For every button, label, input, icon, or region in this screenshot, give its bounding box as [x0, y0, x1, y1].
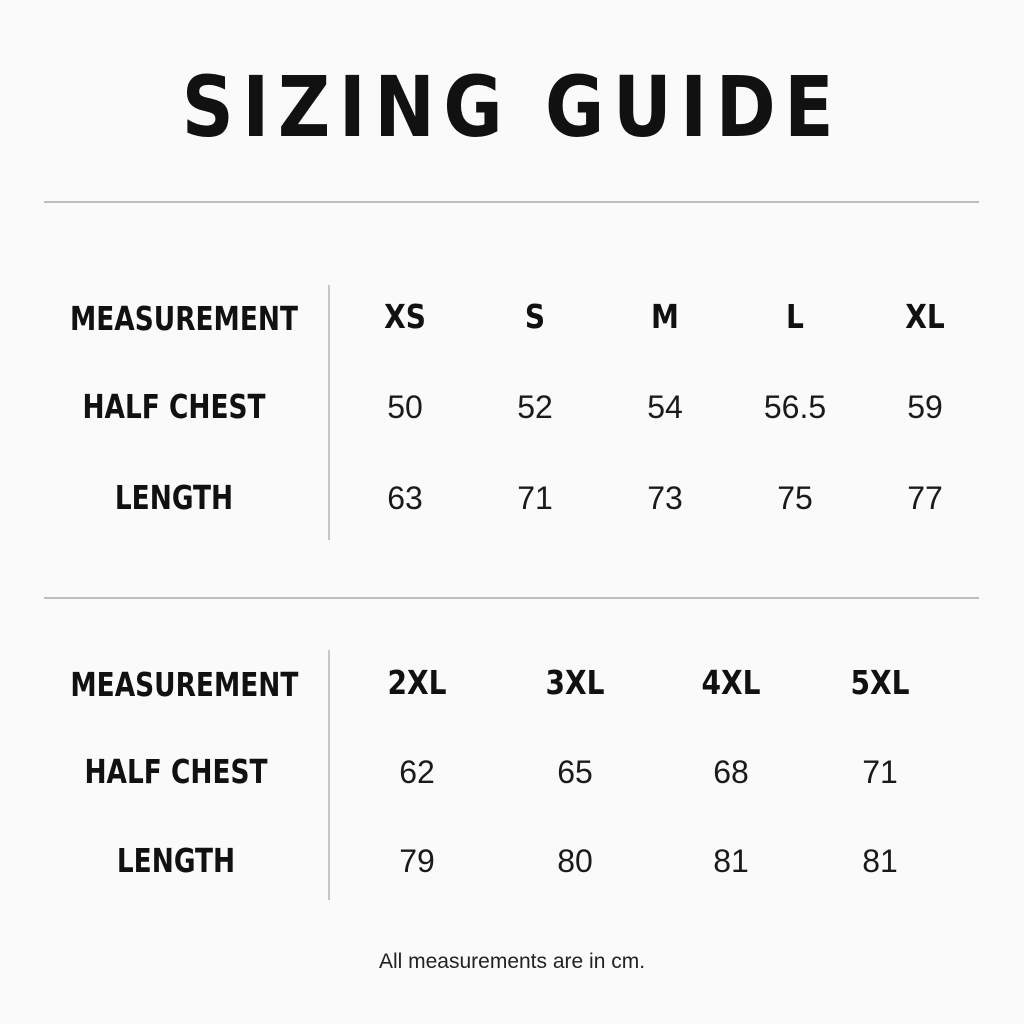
page-title: SIZING GUIDE: [181, 58, 843, 156]
table-cell: 81: [862, 843, 898, 879]
table-cell: 54: [647, 389, 683, 425]
top-divider: [44, 201, 979, 203]
table-cell: 52: [517, 389, 553, 425]
table-cell: 65: [557, 754, 593, 790]
table-cell: 80: [557, 843, 593, 879]
table-2-header-label: MEASUREMENT: [70, 665, 299, 704]
table-cell: 75: [777, 480, 813, 516]
size-header-3xl: 3XL: [545, 663, 605, 702]
table-cell: 62: [399, 754, 435, 790]
table-cell: 71: [862, 754, 898, 790]
size-header-2xl: 2XL: [387, 663, 447, 702]
table-cell: 79: [399, 843, 435, 879]
table-cell: 56.5: [763, 389, 827, 425]
table-1-column-divider: [328, 285, 330, 540]
table-cell: 59: [907, 389, 943, 425]
size-header-xs: XS: [384, 297, 426, 336]
row-label-length: LENGTH: [114, 478, 234, 517]
size-header-m: M: [651, 297, 679, 336]
table-cell: 63: [387, 480, 423, 516]
size-header-5xl: 5XL: [850, 663, 910, 702]
table-cell: 73: [647, 480, 683, 516]
table-1-header-label: MEASUREMENT: [70, 299, 298, 338]
size-header-s: S: [524, 297, 546, 336]
table-cell: 50: [387, 389, 423, 425]
table-cell: 71: [517, 480, 553, 516]
size-header-xl: XL: [905, 297, 945, 336]
table-cell: 81: [713, 843, 749, 879]
table-cell: 77: [907, 480, 943, 516]
table-2-column-divider: [328, 650, 330, 900]
middle-divider: [44, 597, 979, 599]
row-label-half-chest: HALF CHEST: [82, 387, 266, 426]
size-header-l: L: [786, 297, 804, 336]
table-cell: 68: [713, 754, 749, 790]
row-label-half-chest: HALF CHEST: [84, 752, 268, 791]
footnote: All measurements are in cm.: [378, 950, 646, 973]
size-header-4xl: 4XL: [701, 663, 761, 702]
row-label-length: LENGTH: [116, 841, 236, 880]
